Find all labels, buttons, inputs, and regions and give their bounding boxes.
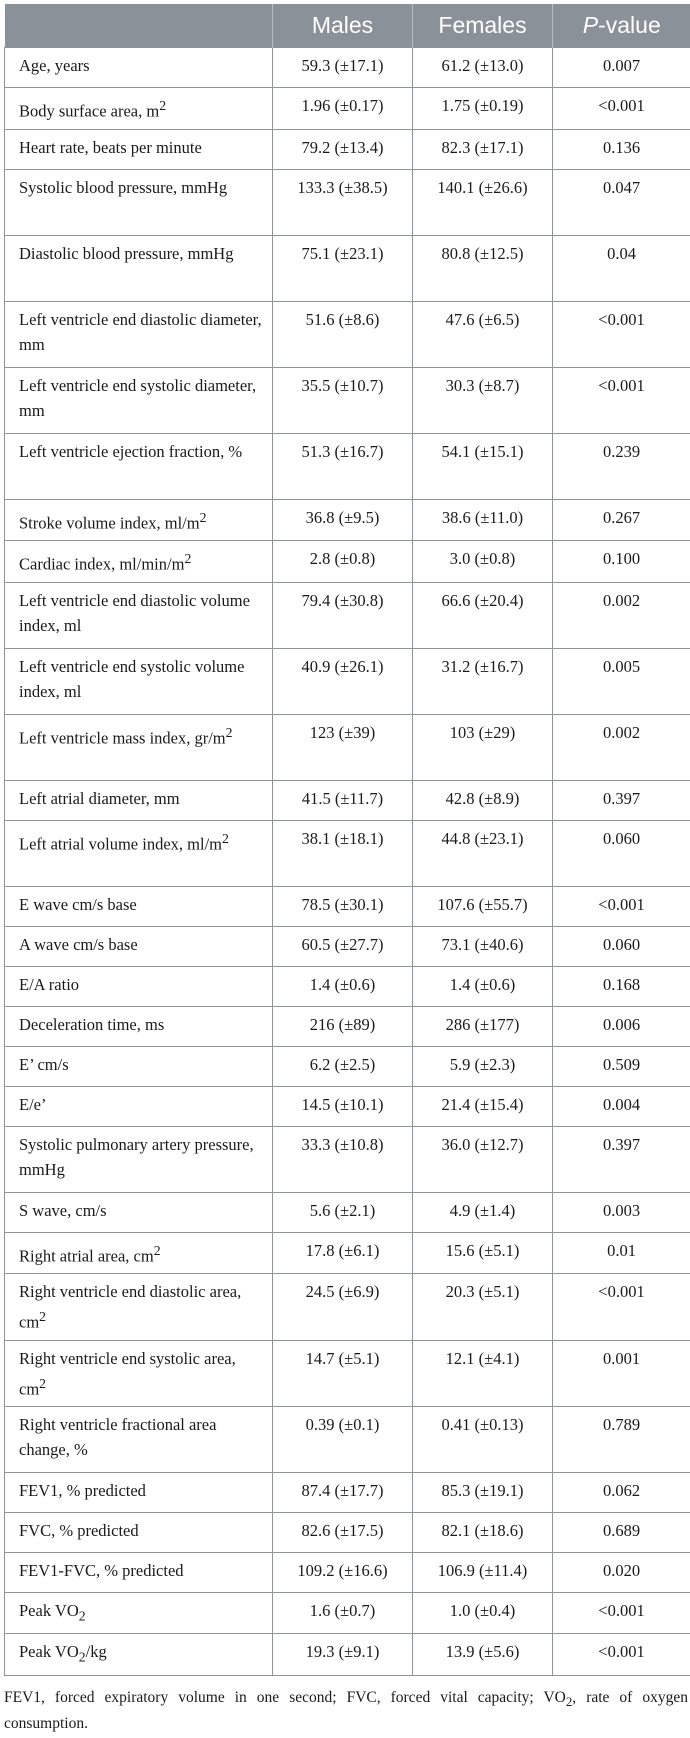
table-row [5, 714, 690, 780]
row-label: FEV1-FVC, % predicted [5, 1553, 273, 1593]
males-value: 41.5 (±11.7) [273, 780, 413, 820]
females-value: 36.0 (±12.7) [413, 1126, 553, 1192]
table-row [5, 1274, 690, 1341]
table-row [5, 1593, 690, 1634]
females-value: 286 (±177) [413, 1006, 553, 1046]
p-value: 0.002 [553, 582, 690, 648]
table-row [5, 926, 690, 966]
females-value: 5.9 (±2.3) [413, 1046, 553, 1086]
males-value: 14.5 (±10.1) [273, 1086, 413, 1126]
p-value: 0.04 [553, 235, 690, 301]
p-value: 0.001 [553, 1340, 690, 1407]
females-value: 12.1 (±4.1) [413, 1340, 553, 1407]
p-value: 0.100 [553, 541, 690, 583]
row-label: E wave cm/s base [5, 886, 273, 926]
males-value: 36.8 (±9.5) [273, 499, 413, 541]
table-row [5, 966, 690, 1006]
females-value: 44.8 (±23.1) [413, 820, 553, 886]
p-value: <0.001 [553, 367, 690, 433]
row-label: FVC, % predicted [5, 1513, 273, 1553]
table-row [5, 541, 690, 583]
males-value: 133.3 (±38.5) [273, 169, 413, 235]
males-value: 51.3 (±16.7) [273, 433, 413, 499]
p-value: <0.001 [553, 1274, 690, 1341]
row-label: Deceleration time, ms [5, 1006, 273, 1046]
males-value: 40.9 (±26.1) [273, 648, 413, 714]
table-row [5, 499, 690, 541]
header-females: Females [413, 4, 553, 48]
row-label: Systolic pulmonary artery pressure, mmHg [5, 1126, 273, 1192]
table-row [5, 1006, 690, 1046]
males-value: 79.4 (±30.8) [273, 582, 413, 648]
females-value: 85.3 (±19.1) [413, 1473, 553, 1513]
row-label: Left ventricle end systolic volume index, ml [5, 648, 273, 714]
row-label: Right ventricle end diastolic area, $cm^2$ [5, 1274, 273, 1341]
p-value: 0.007 [553, 48, 690, 88]
table-row [5, 1232, 690, 1274]
p-value: 0.005 [553, 648, 690, 714]
p-value: 0.006 [553, 1006, 690, 1046]
table-row [5, 433, 690, 499]
p-value: 0.168 [553, 966, 690, 1006]
table-row [5, 301, 690, 367]
females-value: 61.2 (±13.0) [413, 48, 553, 88]
females-value: 107.6 (±55.7) [413, 886, 553, 926]
p-value: 0.397 [553, 780, 690, 820]
table-row [5, 1407, 690, 1473]
row-label: Left ventricle end diastolic diameter, mm [5, 301, 273, 367]
p-value: 0.136 [553, 129, 690, 169]
table-row [5, 88, 690, 130]
row-label: Body surface area, $m^2$ [5, 88, 273, 130]
p-value: 0.060 [553, 820, 690, 886]
females-value: 13.9 (±5.6) [413, 1634, 553, 1675]
p-value: <0.001 [553, 886, 690, 926]
row-label: Left ventricle end diastolic volume index, ml [5, 582, 273, 648]
row-label: Right atrial area, $cm^2$ [5, 1232, 273, 1274]
males-value: 33.3 (±10.8) [273, 1126, 413, 1192]
females-value: 21.4 (±15.4) [413, 1086, 553, 1126]
table-row [5, 129, 690, 169]
p-value: 0.004 [553, 1086, 690, 1126]
females-value: 82.3 (±17.1) [413, 129, 553, 169]
table-row [5, 1126, 690, 1192]
table-row [5, 1340, 690, 1407]
males-value: 216 (±89) [273, 1006, 413, 1046]
header-row [5, 4, 690, 48]
row-label: Stroke volume index, $ml/m^2$ [5, 499, 273, 541]
row-label: Right ventricle fractional area change, % [5, 1407, 273, 1473]
males-value: 123 (±39) [273, 714, 413, 780]
row-label: Diastolic blood pressure, mmHg [5, 235, 273, 301]
row-label: FEV1, % predicted [5, 1473, 273, 1513]
row-label: Left ventricle mass index, $gr/m^2$ [5, 714, 273, 780]
females-value: 80.8 (±12.5) [413, 235, 553, 301]
males-value: 1.96 (±0.17) [273, 88, 413, 130]
p-value: 0.060 [553, 926, 690, 966]
females-value: 47.6 (±6.5) [413, 301, 553, 367]
p-value: 0.689 [553, 1513, 690, 1553]
females-value: 1.75 (±0.19) [413, 88, 553, 130]
row-label: Left ventricle end systolic diameter, mm [5, 367, 273, 433]
table-row [5, 582, 690, 648]
males-value: 51.6 (±8.6) [273, 301, 413, 367]
row-label: Cardiac index, $ml/\min/m^2$ [5, 541, 273, 583]
females-value: 3.0 (±0.8) [413, 541, 553, 583]
p-value: 0.789 [553, 1407, 690, 1473]
header-males: Males [273, 4, 413, 48]
p-value: 0.239 [553, 433, 690, 499]
females-value: 66.6 (±20.4) [413, 582, 553, 648]
males-value: 38.1 (±18.1) [273, 820, 413, 886]
table-row [5, 1046, 690, 1086]
table-row [5, 886, 690, 926]
males-value: 19.3 (±9.1) [273, 1634, 413, 1675]
females-value: 38.6 (±11.0) [413, 499, 553, 541]
p-value: <0.001 [553, 1634, 690, 1675]
data-table [4, 4, 690, 1676]
males-value: 35.5 (±10.7) [273, 367, 413, 433]
row-label: S wave, cm/s [5, 1192, 273, 1232]
females-value: 30.3 (±8.7) [413, 367, 553, 433]
males-value: 6.2 (±2.5) [273, 1046, 413, 1086]
table-row [5, 1473, 690, 1513]
males-value: 59.3 (±17.1) [273, 48, 413, 88]
p-value: 0.002 [553, 714, 690, 780]
females-value: 1.4 (±0.6) [413, 966, 553, 1006]
females-value: 1.0 (±0.4) [413, 1593, 553, 1634]
females-value: 31.2 (±16.7) [413, 648, 553, 714]
header-p-value: P-value [553, 4, 690, 48]
males-value: 82.6 (±17.5) [273, 1513, 413, 1553]
table-row [5, 1553, 690, 1593]
females-value: 140.1 (±26.6) [413, 169, 553, 235]
row-label: A wave cm/s base [5, 926, 273, 966]
males-value: 24.5 (±6.9) [273, 1274, 413, 1341]
table-row [5, 820, 690, 886]
table-row [5, 48, 690, 88]
males-value: 79.2 (±13.4) [273, 129, 413, 169]
table-row [5, 1634, 690, 1675]
p-value: <0.001 [553, 1593, 690, 1634]
females-value: 15.6 (±5.1) [413, 1232, 553, 1274]
row-label: Left atrial volume index, $ml/m^2$ [5, 820, 273, 886]
females-value: 103 (±29) [413, 714, 553, 780]
males-value: 87.4 (±17.7) [273, 1473, 413, 1513]
table-row [5, 169, 690, 235]
row-label: Heart rate, beats per minute [5, 129, 273, 169]
table-row [5, 1086, 690, 1126]
females-value: 0.41 (±0.13) [413, 1407, 553, 1473]
males-value: 78.5 (±30.1) [273, 886, 413, 926]
row-label: Peak $VO_2$ [5, 1593, 273, 1634]
header-variable [5, 4, 273, 48]
males-value: 75.1 (±23.1) [273, 235, 413, 301]
table-row [5, 1513, 690, 1553]
p-value: 0.047 [553, 169, 690, 235]
females-value: 82.1 (±18.6) [413, 1513, 553, 1553]
table-row [5, 780, 690, 820]
males-value: 60.5 (±27.7) [273, 926, 413, 966]
row-label: E/e’ [5, 1086, 273, 1126]
table-row [5, 235, 690, 301]
row-label: Systolic blood pressure, mmHg [5, 169, 273, 235]
table-row [5, 367, 690, 433]
females-value: 106.9 (±11.4) [413, 1553, 553, 1593]
p-value: 0.397 [553, 1126, 690, 1192]
p-value: 0.267 [553, 499, 690, 541]
males-value: 5.6 (±2.1) [273, 1192, 413, 1232]
table-row [5, 1192, 690, 1232]
p-value: <0.001 [553, 88, 690, 130]
p-value: 0.003 [553, 1192, 690, 1232]
p-value: 0.062 [553, 1473, 690, 1513]
p-value: 0.509 [553, 1046, 690, 1086]
males-value: 2.8 (±0.8) [273, 541, 413, 583]
males-value: 109.2 (±16.6) [273, 1553, 413, 1593]
p-value: 0.020 [553, 1553, 690, 1593]
p-value: <0.001 [553, 301, 690, 367]
row-label: Left ventricle ejection fraction, % [5, 433, 273, 499]
row-label: Peak $VO_2/kg$ [5, 1634, 273, 1675]
males-value: 14.7 (±5.1) [273, 1340, 413, 1407]
females-value: 4.9 (±1.4) [413, 1192, 553, 1232]
males-value: 17.8 (±6.1) [273, 1232, 413, 1274]
row-label: Left atrial diameter, mm [5, 780, 273, 820]
females-value: 73.1 (±40.6) [413, 926, 553, 966]
females-value: 20.3 (±5.1) [413, 1274, 553, 1341]
p-value: 0.01 [553, 1232, 690, 1274]
row-label: Age, years [5, 48, 273, 88]
row-label: E’ cm/s [5, 1046, 273, 1086]
table-footnote: FEV1, forced expiratory volume in one second; FVC, forced vital capacity; $VO_2$, rate of oxygen consumption. [4, 1689, 688, 1733]
males-value: 1.6 (±0.7) [273, 1593, 413, 1634]
males-value: 0.39 (±0.1) [273, 1407, 413, 1473]
row-label: E/A ratio [5, 966, 273, 1006]
table-row [5, 648, 690, 714]
males-value: 1.4 (±0.6) [273, 966, 413, 1006]
females-value: 42.8 (±8.9) [413, 780, 553, 820]
row-label: Right ventricle end systolic area, $cm^2$ [5, 1340, 273, 1407]
females-value: 54.1 (±15.1) [413, 433, 553, 499]
